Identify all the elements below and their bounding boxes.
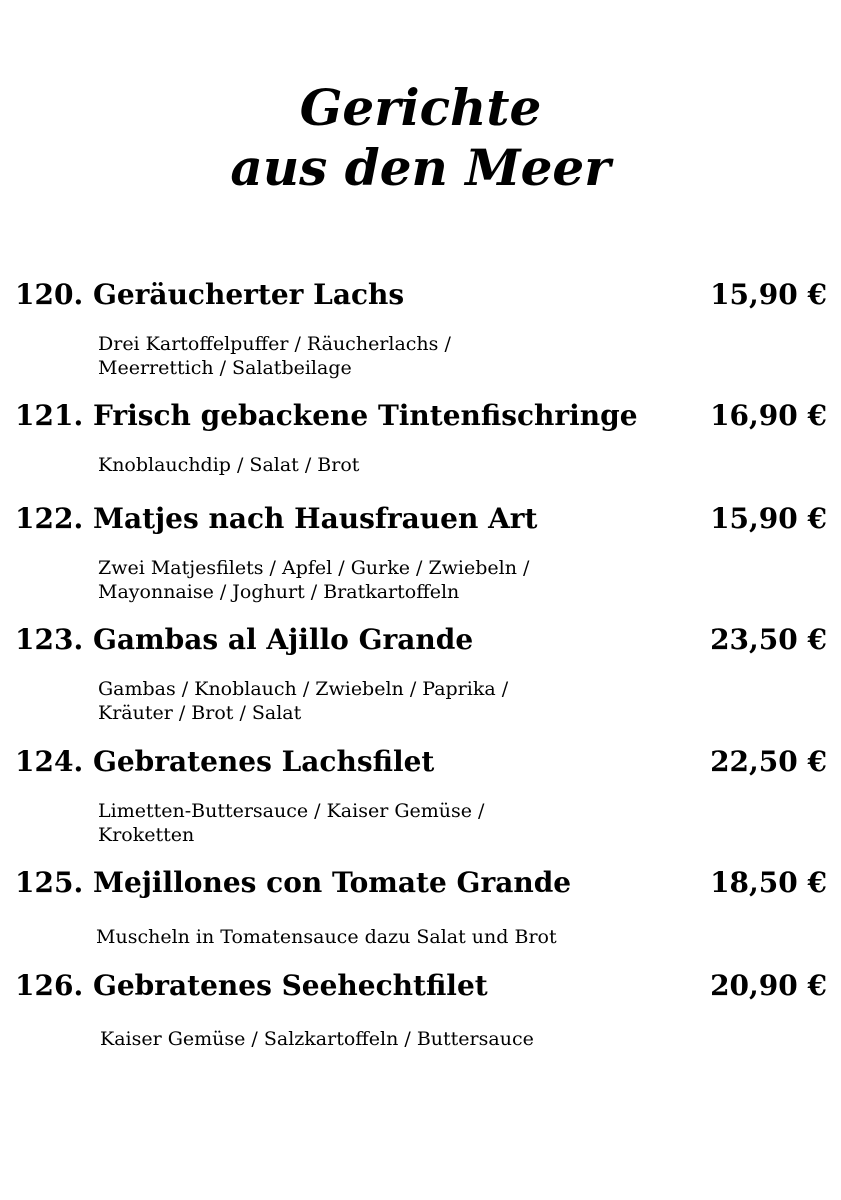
menu-item-124 [0,745,841,846]
menu-item-price: 22,50 € [710,745,827,778]
menu-item-name [15,399,638,433]
menu-item-header [0,866,841,900]
menu-item-header [0,745,841,779]
menu-item-120 [0,278,841,379]
menu-item-number: 123. [15,623,84,656]
menu-item-description [98,677,508,725]
menu-item-description-line: Drei Kartoffelpuffer / Räucherlachs / [98,333,451,355]
menu-item-price: 23,50 € [710,623,827,656]
menu-item-name [15,866,571,900]
menu-item-name [15,623,473,657]
menu-item-description-line: Meerrettich / Salatbeilage [98,357,352,379]
menu-item-123 [0,623,841,724]
menu-item-description [98,799,484,847]
menu-item-number: 125. [15,866,84,899]
menu-item-description [96,925,557,949]
menu-item-121 [0,399,841,476]
menu-item-description-line: Zwei Matjesfilets / Apfel / Gurke / Zwiebeln / [98,557,530,579]
menu-item-number: 126. [15,969,84,1002]
menu-item-description [100,1027,534,1051]
menu-item-header [0,623,841,657]
menu-item-122 [0,502,841,603]
menu-item-description-line: Mayonnaise / Joghurt / Bratkartoffeln [98,581,460,603]
menu-item-title: Gebratenes Seehechtfilet [92,969,488,1002]
menu-item-description-line: Kroketten [98,824,195,846]
page-title [0,78,841,198]
menu-item-description [98,332,451,380]
menu-item-description-line: Muscheln in Tomatensauce dazu Salat und Brot [96,926,557,948]
page-title-line-2: aus den Meer [230,138,611,197]
menu-item-header [0,399,841,433]
menu-item-description-line: Kaiser Gemüse / Salzkartoffeln / Buttersauce [100,1028,534,1050]
menu-item-title: Frisch gebackene Tintenfischringe [92,399,638,432]
menu-item-title: Gambas al Ajillo Grande [92,623,474,656]
menu-item-name [15,745,434,779]
menu-item-126 [0,969,841,1050]
menu-item-number: 124. [15,745,84,778]
menu-item-description-line: Gambas / Knoblauch / Zwiebeln / Paprika / [98,678,509,700]
menu-item-header [0,278,841,312]
menu-item-header [0,502,841,536]
menu-item-description [98,453,359,477]
menu-item-header [0,969,841,1003]
menu-item-name [15,502,537,536]
page-title-line-1: Gerichte [299,78,542,137]
menu-item-description [98,556,529,604]
menu-item-price: 15,90 € [710,278,827,311]
menu-item-title: Gebratenes Lachsfilet [92,745,435,778]
menu-item-number: 121. [15,399,84,432]
menu-item-title: Mejillones con Tomate Grande [92,866,572,899]
menu-item-price: 20,90 € [710,969,827,1002]
menu-item-description-line: Kräuter / Brot / Salat [98,702,302,724]
menu-item-description-line: Limetten-Buttersauce / Kaiser Gemüse / [98,800,485,822]
menu-item-name [15,278,404,312]
menu-item-125 [0,866,841,948]
menu-item-number: 122. [15,502,84,535]
menu-item-description-line: Knoblauchdip / Salat / Brot [98,454,360,476]
menu-item-number: 120. [15,278,84,311]
menu-item-title: Geräucherter Lachs [92,278,405,311]
menu-item-price: 18,50 € [710,866,827,899]
menu-item-price: 16,90 € [710,399,827,432]
menu-item-price: 15,90 € [710,502,827,535]
menu-item-title: Matjes nach Hausfrauen Art [92,502,538,535]
menu-item-name [15,969,488,1003]
